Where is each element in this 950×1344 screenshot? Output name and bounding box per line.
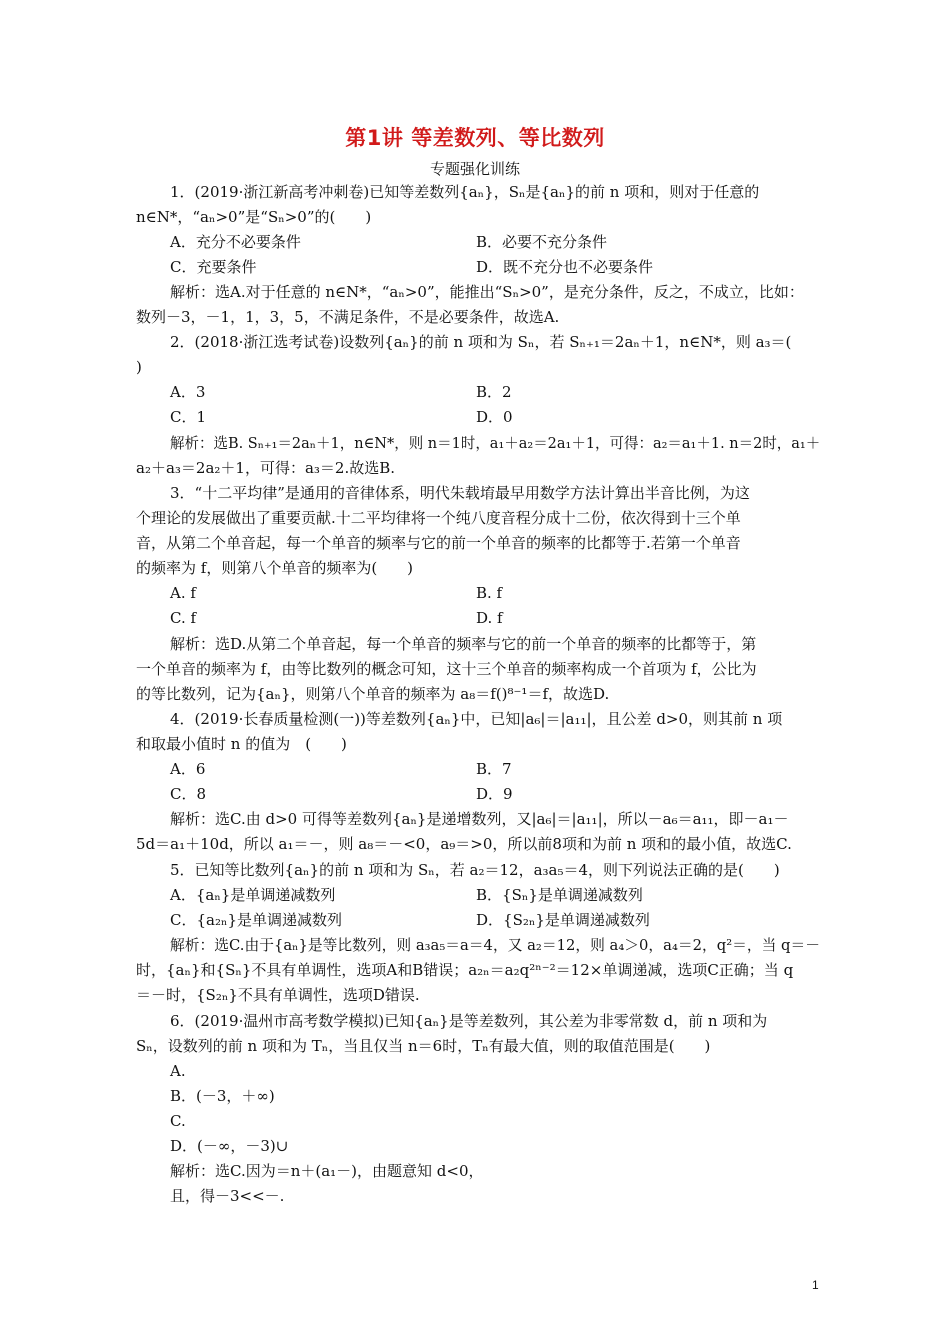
question-3-line: 的频率为 f，则第八个单音的频率为( ) — [136, 559, 414, 577]
question-4-line: 和取最小值时 n 的值为 ( ) — [136, 735, 347, 753]
solution-5-line: 时，{aₙ}和{Sₙ}不具有单调性，选项A和B错误；a₂ₙ＝a₂q²ⁿ⁻²＝12×单调递减，选项C正确；当 q — [136, 961, 794, 979]
solution-3-line: 解析：选D.从第二个单音起，每一个单音的频率与它的前一个单音的频率的比都等于，第 — [170, 635, 757, 653]
q6-option-b: B．(－3，＋∞) — [170, 1087, 275, 1105]
page-subtitle: 专题强化训练 — [429, 160, 520, 178]
q3-option-c: C. f — [170, 609, 197, 627]
q2-option-b: B．2 — [476, 383, 512, 401]
solution-5-line: 解析：选C.由于{aₙ}是等比数列，则 a₃a₅＝a＝4，又 a₂＝12，则 a₄＞0，a₄＝2，q²＝，当 q＝－ — [170, 936, 820, 954]
question-1-line: 1．(2019·浙江新高考冲刺卷)已知等差数列{aₙ}，Sₙ是{aₙ}的前 n 项和，则对于任意的 — [170, 183, 760, 201]
solution-6-line: 且，得－3<<－. — [170, 1187, 285, 1205]
solution-4-line: 解析：选C.由 d>0 可得等差数列{aₙ}是递增数列，又|a₆|＝|a₁₁|，所以－a₆＝a₁₁，即－a₁－ — [170, 810, 789, 828]
question-3-line: 音，从第二个单音起，每一个单音的频率与它的前一个单音的频率的比都等于.若第一个单音 — [136, 534, 741, 552]
q6-option-c: C. — [170, 1112, 186, 1130]
q3-option-d: D. f — [476, 609, 503, 627]
question-3-line: 3．“十二平均律”是通用的音律体系，明代朱载堉最早用数学方法计算出半音比例，为这 — [170, 484, 750, 502]
question-2-line: 2．(2018·浙江选考试卷)设数列{aₙ}的前 n 项和为 Sₙ，若 Sₙ₊₁＝2aₙ＋1，n∈N*，则 a₃＝( — [170, 333, 792, 351]
q1-option-b: B．必要不充分条件 — [476, 233, 608, 251]
solution-3-line: 的等比数列，记为{aₙ}，则第八个单音的频率为 a₈＝f()⁸⁻¹＝f，故选D. — [136, 685, 610, 703]
question-6-line: Sₙ，设数列的前 n 项和为 Tₙ，当且仅当 n＝6时，Tₙ有最大值，则的取值范围是( ) — [136, 1037, 711, 1055]
question-4-line: 4．(2019·长春质量检测(一))等差数列{aₙ}中，已知|a₆|＝|a₁₁|，且公差 d>0，则其前 n 项 — [170, 710, 783, 728]
q3-option-b: B. f — [476, 584, 503, 602]
solution-2-line: a₂＋a₃＝2a₂＋1，可得：a₃＝2.故选B. — [136, 459, 396, 477]
q5-option-b: B．{Sₙ}是单调递减数列 — [476, 886, 643, 904]
question-3-line: 个理论的发展做出了重要贡献.十二平均律将一个纯八度音程分成十二份，依次得到十三个单 — [136, 509, 741, 527]
solution-6-line: 解析：选C.因为＝n＋(a₁－)，由题意知 d<0， — [170, 1162, 484, 1180]
q3-option-a: A. f — [170, 584, 196, 602]
q6-option-a: A. — [170, 1062, 186, 1080]
q1-option-a: A．充分不必要条件 — [170, 233, 301, 251]
q2-option-c: C．1 — [170, 408, 207, 426]
question-2-line: ) — [136, 358, 142, 376]
q1-option-d: D．既不充分也不必要条件 — [476, 258, 654, 276]
page-title: 第1讲 等差数列、等比数列 — [345, 126, 605, 150]
q1-option-c: C．充要条件 — [170, 258, 257, 276]
q2-option-a: A．3 — [170, 383, 206, 401]
page-number: 1 — [812, 1278, 819, 1292]
q5-option-d: D．{S₂ₙ}是单调递减数列 — [476, 911, 650, 929]
q6-option-d: D．(－∞，－3)∪ — [170, 1137, 289, 1155]
question-6-line: 6．(2019·温州市高考数学模拟)已知{aₙ}是等差数列，其公差为非零常数 d，前 n 项和为 — [170, 1012, 768, 1030]
q4-option-d: D．9 — [476, 785, 513, 803]
question-5-line: 5．已知等比数列{aₙ}的前 n 项和为 Sₙ，若 a₂＝12，a₃a₅＝4，则下列说法正确的是( ) — [170, 861, 780, 879]
solution-1-line: 数列－3，－1，1，3，5，不满足条件，不是必要条件，故选A. — [136, 308, 560, 326]
q5-option-c: C．{a₂ₙ}是单调递减数列 — [170, 911, 343, 929]
q2-option-d: D．0 — [476, 408, 513, 426]
q4-option-a: A．6 — [170, 760, 206, 778]
solution-1-line: 解析：选A.对于任意的 n∈N*，“aₙ>0”，能推出“Sₙ>0”，是充分条件，反之，不成立，比如： — [170, 283, 804, 301]
q4-option-b: B．7 — [476, 760, 512, 778]
q4-option-c: C．8 — [170, 785, 207, 803]
solution-4-line: 5d＝a₁＋10d，所以 a₁＝－，则 a₈＝－<0，a₉＝>0，所以前8项和为前 n 项和的最小值，故选C. — [136, 835, 792, 853]
solution-2-line: 解析：选B. Sₙ₊₁＝2aₙ＋1，n∈N*，则 n＝1时，a₁＋a₂＝2a₁＋1，可得：a₂＝a₁＋1. n＝2时，a₁＋ — [170, 434, 821, 452]
solution-5-line: ＝－时，{S₂ₙ}不具有单调性，选项D错误. — [136, 986, 420, 1004]
question-1-line: n∈N*，“aₙ>0”是“Sₙ>0”的( ) — [136, 208, 372, 226]
q5-option-a: A．{aₙ}是单调递减数列 — [170, 886, 336, 904]
solution-3-line: 一个单音的频率为 f，由等比数列的概念可知，这十三个单音的频率构成一个首项为 f，公比为 — [136, 660, 757, 678]
